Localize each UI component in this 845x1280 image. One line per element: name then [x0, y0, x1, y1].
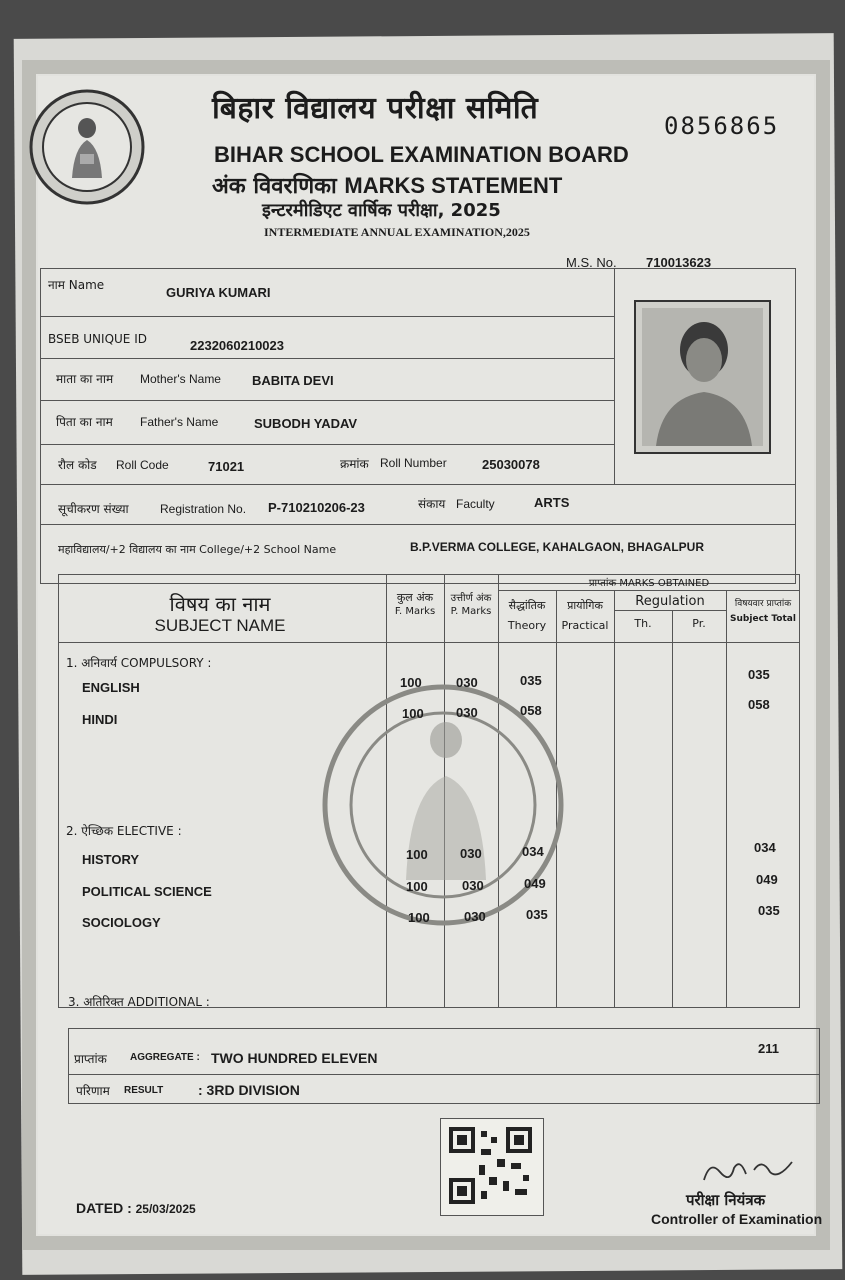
theory-marks-value: 035: [520, 673, 542, 688]
student-photo-frame: [634, 300, 771, 454]
registration-label-english: Registration No.: [160, 502, 247, 516]
aggregate-label-english: AGGREGATE :: [130, 1052, 200, 1063]
dated: [76, 1200, 196, 1216]
uid-label: BSEB UNIQUE ID: [48, 332, 147, 346]
name-label: नाम Name: [48, 278, 105, 292]
marks-obtained-header: प्राप्तांक MARKS OBTAINED: [588, 578, 710, 589]
full-marks-header-english: F. Marks: [394, 606, 436, 617]
dated-label: DATED :: [76, 1200, 132, 1216]
subject-total-value: 035: [758, 903, 780, 918]
regulation-practical-header: Pr.: [692, 617, 706, 630]
ms-no-label: M.S. No.: [566, 255, 617, 270]
result-label-hindi: परिणाम: [76, 1084, 110, 1098]
controller-signature: [700, 1150, 800, 1190]
pass-marks-header-english: P. Marks: [450, 606, 492, 617]
pass-marks-value: 030: [462, 878, 484, 893]
faculty-label-english: Faculty: [456, 497, 495, 511]
elective-section-label: 2. ऐच्छिक ELECTIVE :: [66, 824, 182, 838]
father-label-english: Father's Name: [140, 415, 219, 429]
subject-name-header-hindi: विषय का नाम: [169, 592, 271, 616]
controller-title-hindi: परीक्षा नियंत्रक: [686, 1191, 766, 1209]
exam-name-hindi: इन्टरमीडिएट वार्षिक परीक्षा, 2025: [262, 200, 501, 221]
registration-no: P-710210206-23: [268, 500, 365, 515]
practical-header-english: Practical: [561, 619, 609, 632]
divider: [58, 642, 800, 643]
subject-name: POLITICAL SCIENCE: [82, 884, 212, 899]
subject-name-header-english: SUBJECT NAME: [154, 616, 286, 635]
person-silhouette-icon: [642, 308, 763, 446]
result-label-english: RESULT: [124, 1085, 164, 1096]
theory-marks-value: 058: [520, 703, 542, 718]
theory-header-english: Theory: [507, 619, 547, 632]
ms-no-value: 710013623: [646, 255, 712, 270]
faculty-value: ARTS: [534, 495, 570, 510]
divider: [40, 524, 796, 525]
divider: [726, 590, 727, 1008]
subject-total-value: 049: [756, 872, 778, 887]
serial-number: 0856865: [664, 112, 780, 140]
mother-name: BABITA DEVI: [252, 373, 334, 388]
mother-label-english: Mother's Name: [140, 372, 221, 386]
father-name: SUBODH YADAV: [254, 416, 358, 431]
practical-header-hindi: प्रायोगिक: [567, 599, 603, 612]
aggregate-words: TWO HUNDRED ELEVEN: [211, 1050, 378, 1066]
divider: [614, 610, 726, 611]
pass-marks-value: 030: [464, 909, 486, 924]
exam-name-english: INTERMEDIATE ANNUAL EXAMINATION,2025: [264, 225, 530, 239]
dated-value: 25/03/2025: [135, 1202, 196, 1216]
regulation-theory-header: Th.: [634, 617, 652, 630]
board-emblem-logo: [28, 88, 146, 206]
divider: [40, 444, 614, 445]
theory-marks-value: 049: [524, 876, 546, 891]
subject-total-value: 058: [748, 697, 770, 712]
subject-total-header-english: Subject Total: [730, 614, 796, 624]
regulation-header: Regulation: [635, 594, 705, 609]
college-label: महाविद्यालय/+2 विद्यालय का नाम College/+2 School Name: [58, 543, 337, 556]
aggregate-label-hindi: प्राप्तांक: [74, 1052, 107, 1066]
full-marks-header-hindi: कुल अंक: [396, 591, 434, 604]
registration-label-hindi: सूचीकरण संख्या: [58, 502, 129, 516]
compulsory-section-label: 1. अनिवार्य COMPULSORY :: [66, 656, 212, 670]
uid-value: 2232060210023: [190, 338, 284, 353]
subject-name: ENGLISH: [82, 680, 140, 695]
roll-number-value: 25030078: [482, 457, 540, 472]
roll-code-label-english: Roll Code: [116, 458, 169, 472]
divider: [614, 590, 615, 1008]
additional-section-label: 3. अतिरिक्त ADDITIONAL :: [68, 995, 210, 1009]
theory-header-hindi: सैद्धांतिक: [508, 599, 546, 612]
roll-code-value: 71021: [208, 459, 245, 474]
full-marks-value: 100: [400, 675, 422, 690]
subject-total-value: 034: [754, 840, 776, 855]
roll-number-label-hindi: क्रमांक: [340, 457, 369, 471]
qr-code: [440, 1118, 544, 1216]
divider: [40, 484, 796, 485]
divider: [40, 400, 614, 401]
faculty-label-hindi: संकाय: [418, 497, 446, 511]
roll-code-label-hindi: रौल कोड: [58, 458, 97, 472]
divider: [40, 316, 614, 317]
statement-title-hindi: अंक विवरणिका: [212, 174, 337, 199]
divider: [614, 268, 615, 484]
college-name: B.P.VERMA COLLEGE, KAHALGAON, BHAGALPUR: [410, 540, 705, 554]
full-marks-value: 100: [402, 706, 424, 721]
result-value: : 3RD DIVISION: [198, 1082, 300, 1098]
full-marks-value: 100: [408, 910, 430, 925]
subject-name: HISTORY: [82, 852, 140, 867]
pass-marks-value: 030: [456, 705, 478, 720]
divider: [40, 358, 614, 359]
divider: [498, 590, 800, 591]
pass-marks-value: 030: [460, 846, 482, 861]
board-name-hindi: बिहार विद्यालय परीक्षा समिति: [212, 91, 539, 126]
subject-name: HINDI: [82, 712, 118, 727]
qr-code-icon: [441, 1119, 540, 1212]
aggregate-box: [68, 1028, 820, 1104]
statement-title: [212, 170, 562, 200]
subject-total-header-hindi: विषयवार प्राप्तांक: [734, 599, 792, 609]
mother-label-hindi: माता का नाम: [56, 372, 114, 386]
board-name-english: BIHAR SCHOOL EXAMINATION BOARD: [214, 142, 629, 167]
student-name: GURIYA KUMARI: [166, 285, 271, 300]
roll-number-label-english: Roll Number: [380, 456, 447, 470]
divider: [68, 1074, 820, 1075]
controller-title-english: Controller of Examination: [651, 1211, 823, 1227]
theory-marks-value: 034: [522, 844, 544, 859]
father-label-hindi: पिता का नाम: [56, 415, 113, 429]
pass-marks-header-hindi: उत्तीर्ण अंक: [450, 593, 492, 604]
full-marks-value: 100: [406, 879, 428, 894]
student-photo: [642, 308, 763, 446]
subject-total-value: 035: [748, 667, 770, 682]
theory-marks-value: 035: [526, 907, 548, 922]
aggregate-total: 211: [758, 1041, 779, 1056]
subject-name: SOCIOLOGY: [82, 915, 161, 930]
pass-marks-value: 030: [456, 675, 478, 690]
statement-title-english: MARKS STATEMENT: [344, 173, 563, 198]
divider: [672, 610, 673, 1008]
full-marks-value: 100: [406, 847, 428, 862]
